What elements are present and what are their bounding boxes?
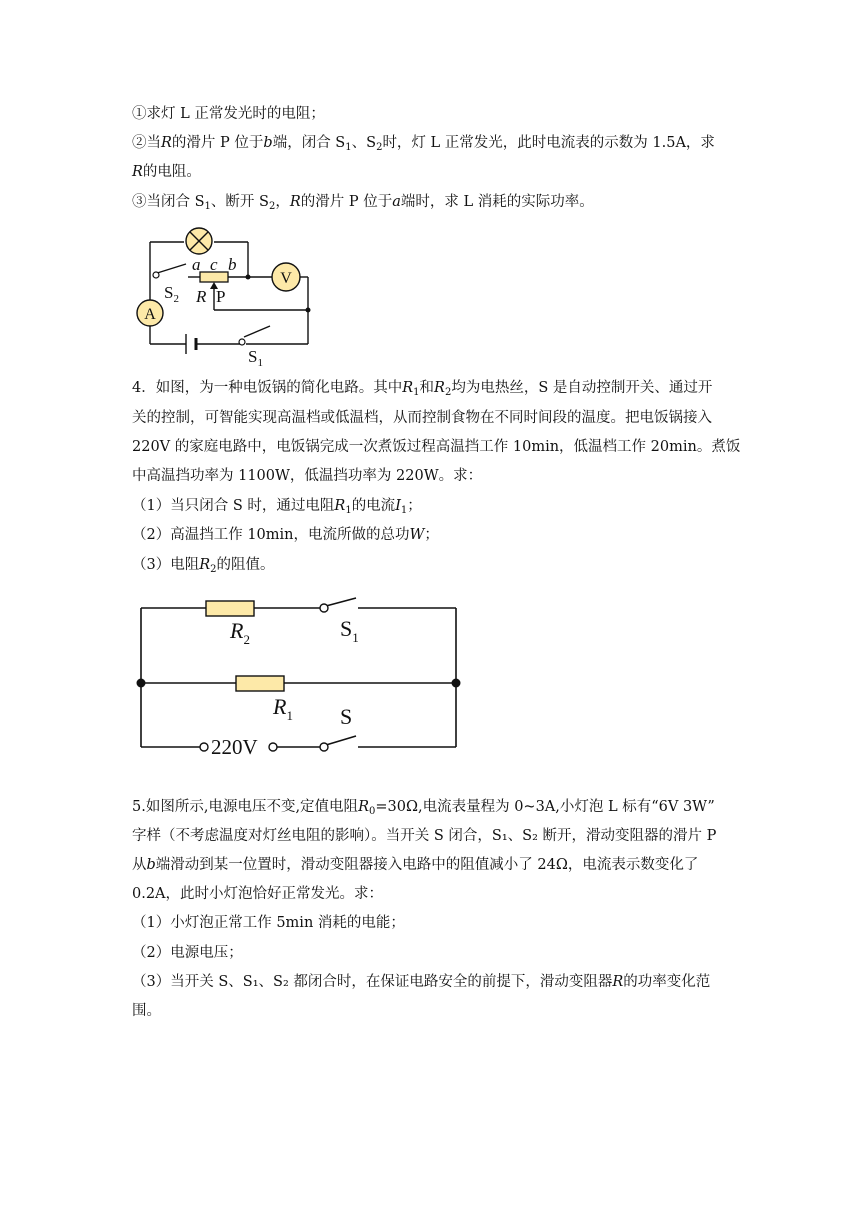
- label-R2: $R_2$: [230, 618, 250, 647]
- text: 220V 的家庭电路中，电饭锅完成一次煮饭过程高温挡工作 10min，低温档工作 20min。煮饭: [132, 439, 741, 455]
- text: （1）当只闭合 S 时，通过电阻: [132, 498, 335, 514]
- var-R: R: [434, 380, 445, 396]
- text: 、断开 S: [210, 194, 269, 210]
- q3-part2-line2: [132, 162, 201, 182]
- q4-line2: [132, 408, 712, 428]
- q5-line4: [132, 884, 383, 904]
- text: 中高温挡功率为 1100W，低温挡功率为 220W。求：: [132, 468, 483, 484]
- text: 围。: [132, 1003, 161, 1019]
- subscript: 1: [345, 142, 352, 153]
- q5-line2: [132, 826, 716, 846]
- text: 4．如图，为一种电饭锅的简化电路。其中: [132, 380, 403, 396]
- text: ，: [275, 194, 290, 210]
- text: 字样（不考虑温度对灯丝电阻的影响）。当开关 S 闭合，S₁、S₂ 断开，滑动变阻器的滑片 P: [132, 828, 717, 844]
- svg-text:V: V: [280, 270, 292, 287]
- q5-line3: [132, 855, 698, 875]
- resistor-R1: [236, 676, 284, 691]
- q5-line1: [132, 797, 715, 819]
- text: 的功率变化范: [623, 974, 711, 990]
- subscript: 0: [368, 806, 376, 817]
- text: 端时，求 L 消耗的实际功率。: [400, 194, 594, 210]
- text: 的电流: [351, 498, 396, 514]
- subscript: 1: [400, 505, 408, 516]
- var-I: I: [395, 498, 401, 514]
- label-220V: 220V: [211, 735, 258, 759]
- circuit-diagram-q4: [128, 590, 473, 762]
- text: ①求灯 L 正常发光时的电阻；: [132, 106, 325, 122]
- text: （1）小灯泡正常工作 5min 消耗的电能；: [132, 915, 405, 931]
- label-S2: $S_2$: [164, 283, 179, 305]
- text: ；: [407, 498, 422, 514]
- q4-sub1: [132, 496, 422, 518]
- var-W: W: [409, 527, 425, 543]
- subscript: 2: [210, 564, 217, 575]
- subscript: 1: [345, 505, 352, 516]
- label-S: S: [340, 704, 353, 729]
- text: 从: [132, 857, 147, 873]
- text: 、S: [351, 135, 377, 151]
- var-R: R: [612, 974, 624, 990]
- text: =30Ω,电流表量程为 0~3A,小灯泡 L 标有“6V 3W”: [375, 799, 715, 815]
- var-R: R: [132, 164, 143, 180]
- subscript: 1: [204, 201, 211, 212]
- text: 端滑动到某一位置时，滑动变阻器接入电路中的阻值减小了 24Ω，电流表示数变化了: [155, 857, 699, 873]
- q3-part1: [132, 104, 325, 124]
- text: 和: [419, 380, 435, 396]
- label-c: c: [210, 255, 218, 274]
- var-b: b: [263, 135, 273, 151]
- var-a: a: [392, 194, 401, 210]
- text: 关的控制，可智能实现高温档或低温档，从而控制食物在不同时间段的温度。把电饭锅接入: [132, 410, 712, 426]
- var-R: R: [161, 135, 172, 151]
- label-a: a: [192, 255, 201, 274]
- text: 5.如图所示,电源电压不变,定值电阻: [132, 799, 359, 815]
- q5-sub3-line2: [132, 1001, 161, 1021]
- var-R: R: [289, 194, 301, 210]
- q4-sub2: [132, 525, 439, 545]
- label-b: b: [228, 255, 237, 274]
- text: 端，闭合 S: [272, 135, 346, 151]
- circuit-diagram-q3: [128, 222, 328, 370]
- text: （3）当开关 S、S₁、S₂ 都闭合时，在保证电路安全的前提下，滑动变阻器: [132, 974, 613, 990]
- text: ；: [424, 527, 439, 543]
- var-R: R: [402, 380, 414, 396]
- subscript: 2: [376, 142, 383, 153]
- svg-text:A: A: [144, 306, 156, 323]
- q4-sub3: [132, 555, 275, 577]
- text: （2）电源电压；: [132, 945, 243, 961]
- label-P: P: [216, 287, 226, 306]
- text: ②当: [132, 135, 161, 151]
- q5-sub3: [132, 972, 710, 992]
- ammeter-icon: [137, 300, 163, 326]
- var-R: R: [334, 498, 346, 514]
- var-b: b: [146, 857, 156, 873]
- text: （2）高温挡工作 10min，电流所做的总功: [132, 527, 410, 543]
- q4-line4: [132, 466, 482, 486]
- label-S1: $S_1$: [340, 616, 359, 645]
- label-R1: $R_1$: [273, 694, 293, 723]
- q3-part2: [132, 133, 715, 155]
- lamp-icon: [186, 228, 212, 254]
- q5-sub1: [132, 913, 405, 933]
- text: 的电阻。: [142, 164, 201, 180]
- q4-line1: [132, 378, 712, 400]
- subscript: 1: [413, 387, 420, 398]
- voltmeter-icon: [272, 263, 300, 291]
- text: 的滑片 P 位于: [300, 194, 393, 210]
- text: 0.2A，此时小灯泡恰好正常发光。求：: [132, 886, 384, 902]
- text: 均为电热丝，S 是自动控制开关、通过开: [451, 380, 713, 396]
- text: 的阻值。: [216, 557, 275, 573]
- subscript: 2: [444, 387, 452, 398]
- label-S1: $S_1$: [248, 347, 263, 369]
- var-R: R: [358, 799, 369, 815]
- text: 时，灯 L 正常发光，此时电流表的示数为 1.5A，求: [382, 135, 715, 151]
- q4-line3: [132, 437, 740, 457]
- subscript: 2: [268, 201, 276, 212]
- q3-part3: [132, 192, 594, 214]
- label-R: R: [196, 287, 207, 306]
- text: 的滑片 P 位于: [171, 135, 264, 151]
- text: （3）电阻: [132, 557, 200, 573]
- var-R: R: [199, 557, 211, 573]
- q5-sub2: [132, 943, 243, 963]
- text: ③当闭合 S: [132, 194, 205, 210]
- resistor-R2: [206, 601, 254, 616]
